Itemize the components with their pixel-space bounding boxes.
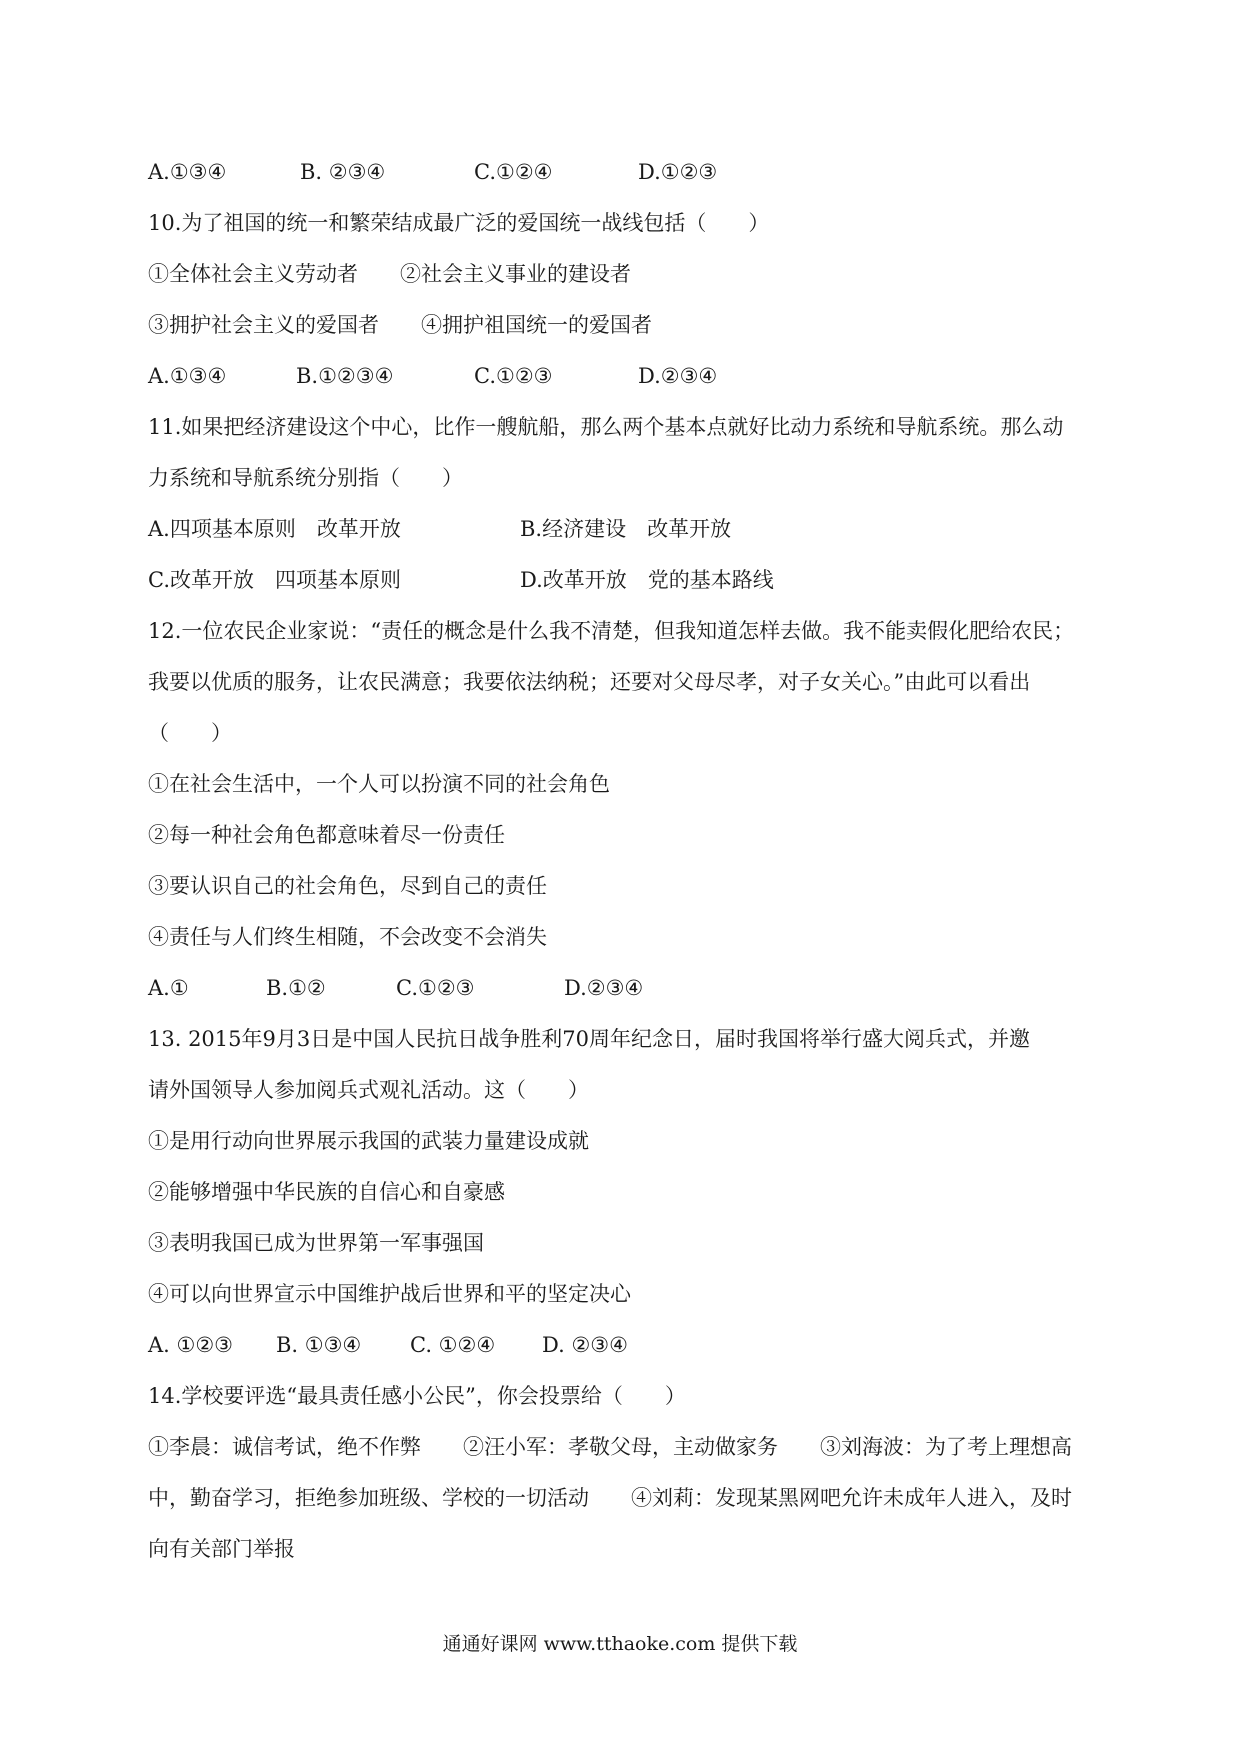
q11-option-d: D.改革开放 党的基本路线: [520, 568, 774, 592]
q12-stem-line-2: 我要以优质的服务，让农民满意；我要依法纳税；还要对父母尽孝，对子女关心。”由此可以看出: [148, 670, 1031, 694]
q11-option-a: A.四项基本原则 改革开放: [148, 517, 401, 541]
q10-item-1-2: ①全体社会主义劳动者 ②社会主义事业的建设者: [148, 262, 631, 286]
q10-option-d: D.②③④: [638, 364, 718, 388]
q14-body-line-1: ①李晨：诚信考试，绝不作弊 ②汪小军：孝敬父母，主动做家务 ③刘海波：为了考上理想高: [148, 1435, 1072, 1459]
q13-stem-line-1: 13. 2015年9月3日是中国人民抗日战争胜利70周年纪念日，届时我国将举行盛大阅兵式，并邀: [148, 1027, 1030, 1051]
q12-option-c: C.①②③: [396, 976, 475, 1000]
q13-option-b: B. ①③④: [276, 1333, 362, 1357]
q12-option-a: A.①: [148, 976, 189, 1000]
q13-option-c: C. ①②④: [410, 1333, 496, 1357]
q12-option-d: D.②③④: [564, 976, 644, 1000]
q12-option-b: B.①②: [266, 976, 326, 1000]
q12-stem-line-3: （ ）: [148, 721, 232, 745]
q14-stem: 14.学校要评选“最具责任感小公民”，你会投票给（ ）: [148, 1384, 686, 1408]
q12-item-1: ①在社会生活中，一个人可以扮演不同的社会角色: [148, 772, 610, 796]
q13-item-2: ②能够增强中华民族的自信心和自豪感: [148, 1180, 505, 1204]
q13-item-4: ④可以向世界宣示中国维护战后世界和平的坚定决心: [148, 1282, 631, 1306]
q10-item-3-4: ③拥护社会主义的爱国者 ④拥护祖国统一的爱国者: [148, 313, 652, 337]
q12-stem-line-1: 12.一位农民企业家说：“责任的概念是什么我不清楚，但我知道怎样去做。我不能卖假化肥给农民；: [148, 619, 1075, 643]
q12-item-4: ④责任与人们终生相随，不会改变不会消失: [148, 925, 547, 949]
q9-option-a: A.①③④: [148, 160, 227, 184]
q10-option-c: C.①②③: [474, 364, 553, 388]
q14-body-line-2: 中，勤奋学习，拒绝参加班级、学校的一切活动 ④刘莉：发现某黑网吧允许未成年人进入，及时: [148, 1486, 1072, 1510]
q13-option-d: D. ②③④: [542, 1333, 628, 1357]
q11-option-c: C.改革开放 四项基本原则: [148, 568, 401, 592]
q10-option-b: B.①②③④: [296, 364, 394, 388]
q13-option-a: A. ①②③: [148, 1333, 233, 1357]
q12-item-2: ②每一种社会角色都意味着尽一份责任: [148, 823, 505, 847]
q12-item-3: ③要认识自己的社会角色，尽到自己的责任: [148, 874, 547, 898]
q14-body-line-3: 向有关部门举报: [148, 1537, 295, 1561]
q9-option-b: B. ②③④: [300, 160, 386, 184]
q10-stem: 10.为了祖国的统一和繁荣结成最广泛的爱国统一战线包括（ ）: [148, 211, 770, 235]
q13-item-3: ③表明我国已成为世界第一军事强国: [148, 1231, 484, 1255]
q9-option-d: D.①②③: [638, 160, 718, 184]
q11-stem-line-1: 11.如果把经济建设这个中心，比作一艘航船，那么两个基本点就好比动力系统和导航系统。那么动: [148, 415, 1064, 439]
q13-stem-line-2: 请外国领导人参加阅兵式观礼活动。这（ ）: [148, 1078, 589, 1102]
q11-option-b: B.经济建设 改革开放: [520, 517, 732, 541]
page-footer: 通通好课网 www.tthaoke.com 提供下载: [442, 1633, 798, 1655]
q11-stem-line-2: 力系统和导航系统分别指（ ）: [148, 466, 463, 490]
q10-option-a: A.①③④: [148, 364, 227, 388]
q13-item-1: ①是用行动向世界展示我国的武装力量建设成就: [148, 1129, 589, 1153]
q9-option-c: C.①②④: [474, 160, 553, 184]
